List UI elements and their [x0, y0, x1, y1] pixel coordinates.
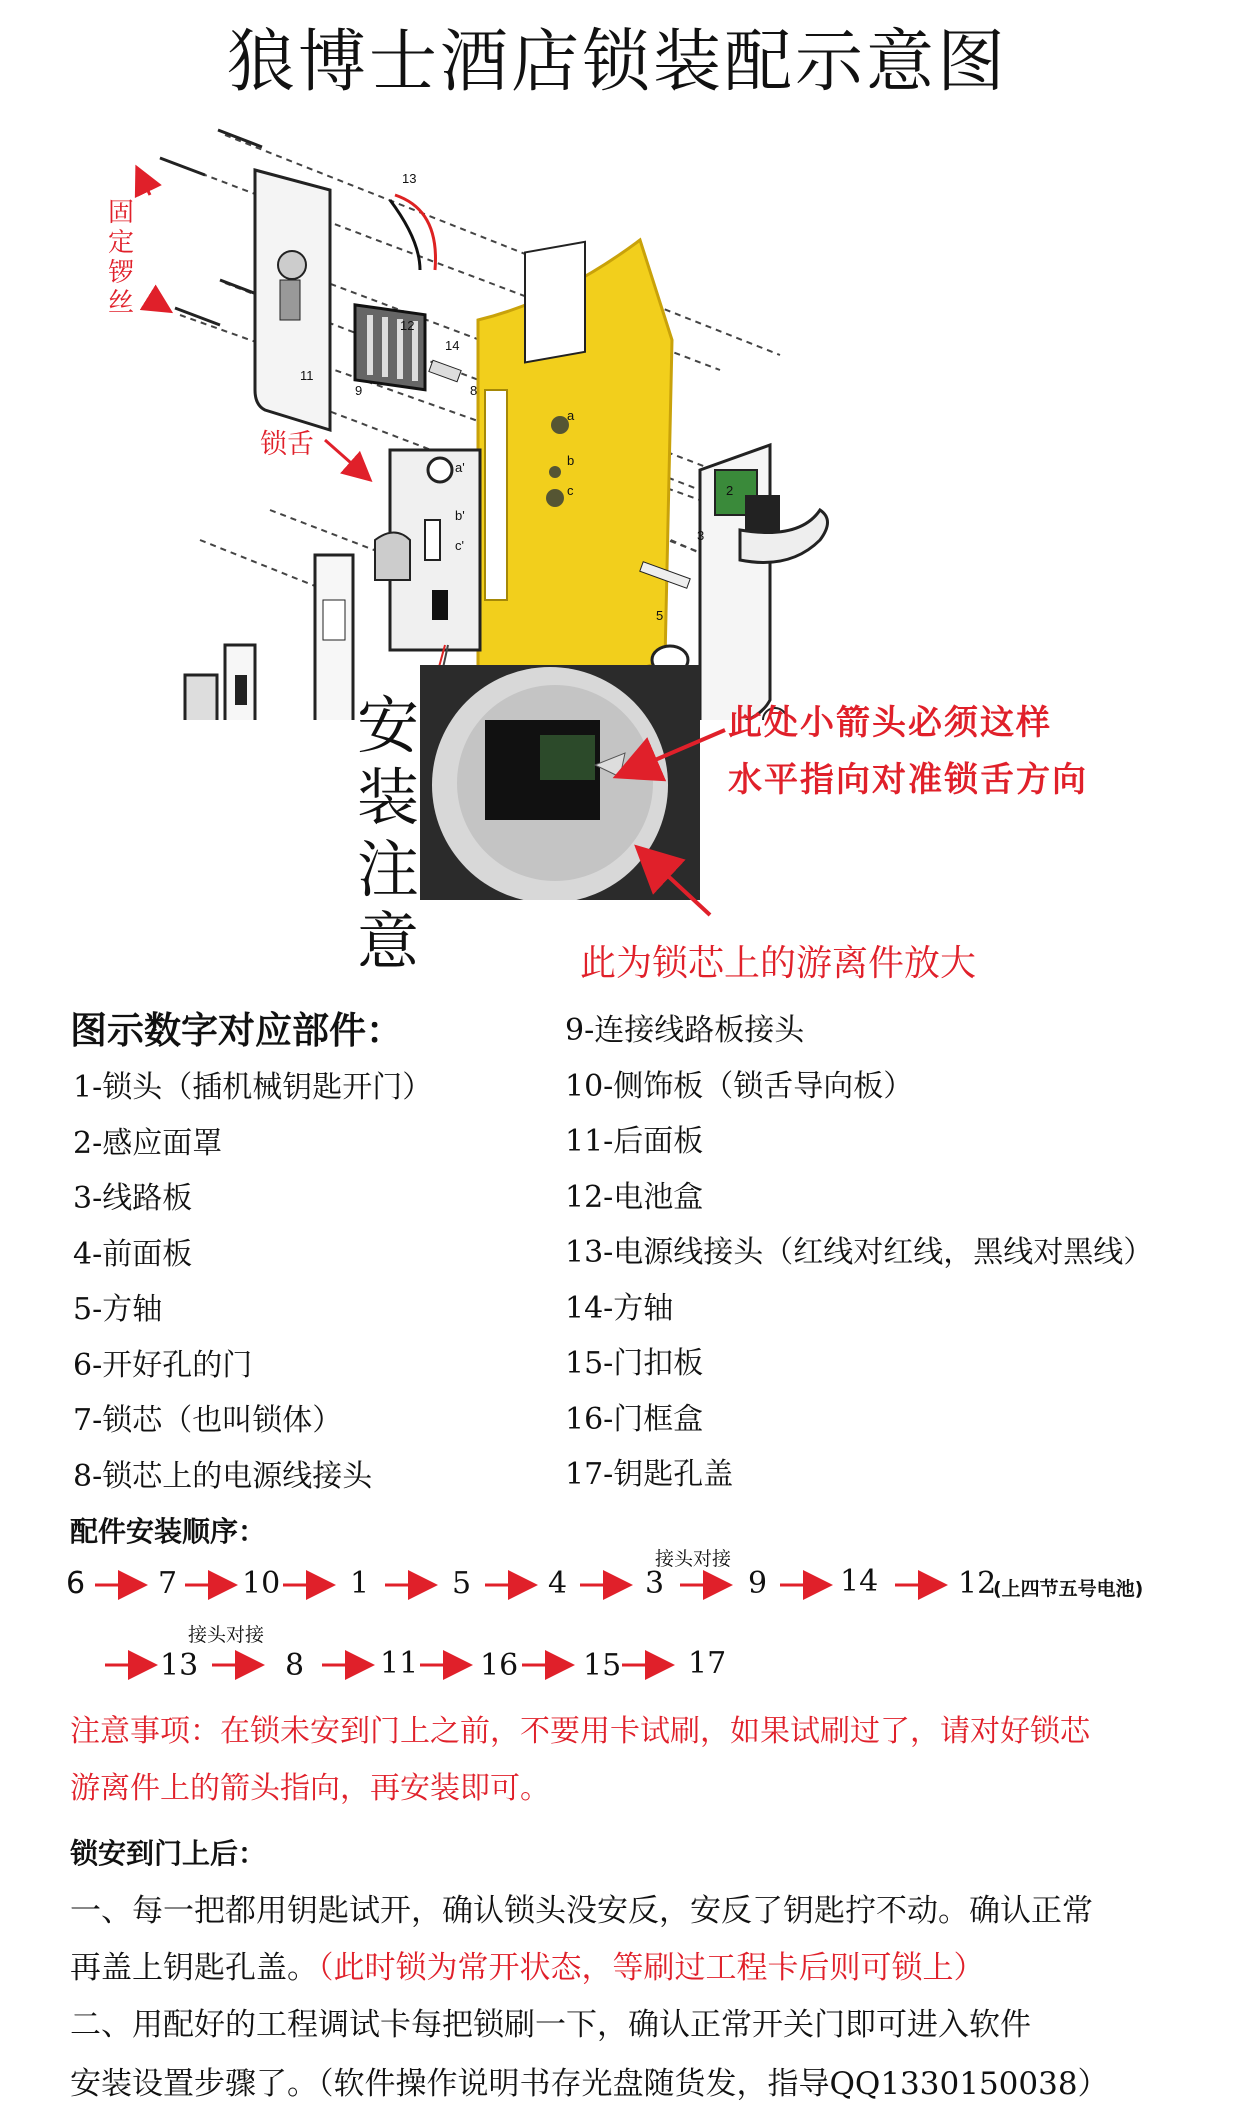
sequence-heading: 配件安装顺序： — [70, 1515, 267, 1548]
after-line3: 二、用配好的工程调试卡每把锁刷一下，确认正常开关门即可进入软件 — [70, 2007, 1031, 2043]
part-number-3: 3 — [697, 528, 705, 543]
part-item-11: 11-后面板 — [565, 1124, 704, 1159]
part-item-14: 14-方轴 — [565, 1290, 674, 1326]
part-item-1: 1-锁头（插机械钥匙开门） — [73, 1070, 433, 1105]
door-cutout — [525, 242, 585, 363]
part-number-5: 5 — [656, 608, 664, 623]
side-trim-slot — [323, 600, 345, 640]
sequence-step: 6 — [66, 1566, 86, 1601]
part-number-13: 13 — [402, 171, 417, 186]
part-number-a: a — [567, 408, 575, 423]
after-line4: 安装设置步骤了。（软件操作说明书存光盘随货发，指导QQ1330150038） — [70, 2066, 1109, 2102]
battery-red-wire — [395, 195, 436, 270]
part-number-8: 8 — [470, 383, 478, 398]
door-hole-c — [546, 489, 564, 507]
latch-label: 锁舌 — [260, 429, 314, 460]
door-mortise — [485, 390, 507, 600]
back-plate-spindle-hole — [278, 251, 306, 279]
after-line2-text: 再盖上钥匙孔盖。 — [70, 1950, 318, 1986]
screw-arrow-top — [138, 170, 150, 195]
page-title: 狼博士酒店锁装配示意图 — [226, 23, 1008, 102]
part-number-b: b — [567, 453, 575, 468]
part-number-c-prime: c' — [455, 538, 464, 553]
latch-arrow — [325, 440, 368, 478]
exploded-lock-diagram — [0, 100, 1235, 720]
part-number-2: 2 — [726, 483, 734, 498]
part-item-16: 16-门框盒 — [565, 1401, 704, 1437]
parts-heading: 图示数字对应部件： — [70, 1009, 403, 1052]
part-item-2: 2-感应面罩 — [73, 1125, 223, 1161]
sequence-step: 5 — [452, 1566, 472, 1601]
part-number-c: c — [567, 483, 574, 498]
after-line2-note: （此时锁为常开状态，等刷过工程卡后则可锁上） — [318, 1950, 985, 1986]
battery-note: (上四节五号电池) — [993, 1578, 1144, 1600]
screws-label-char: 定 — [107, 228, 134, 258]
install-note-char: 安 — [356, 689, 419, 762]
notice-line2: 游离件上的箭头指向，再安装即可。 — [70, 1771, 550, 1806]
spindle-14 — [429, 360, 461, 382]
after-line2 — [70, 1942, 985, 1987]
part-number-b-prime: b' — [455, 508, 465, 523]
sequence-step: 7 — [158, 1566, 178, 1601]
lock-body-spindle-hole — [425, 520, 440, 560]
part-item-6: 6-开好孔的门 — [73, 1347, 253, 1383]
parts-list-right — [565, 1003, 1153, 1503]
part-number-11: 11 — [300, 368, 314, 383]
connect-note-row1: 接头对接 — [655, 1548, 732, 1570]
lock-body-connector — [432, 590, 448, 620]
lock-body-cylinder-hole — [428, 458, 452, 482]
fixing-screws — [160, 130, 262, 325]
arrow-note-line2: 水平指向对准锁舌方向 — [728, 760, 1088, 800]
part-item-15: 15-门扣板 — [565, 1346, 704, 1381]
strike-plate-hole — [235, 675, 247, 705]
after-heading: 锁安到门上后： — [70, 1837, 267, 1870]
callout-arrows — [600, 700, 740, 930]
part-item-13: 13-电源线接头（红线对红线，黑线对黑线） — [565, 1235, 1154, 1270]
part-item-4: 4-前面板 — [73, 1236, 193, 1272]
arrow-note-line1: 此处小箭头必须这样 — [728, 703, 1052, 743]
screws-label-char: 丝 — [107, 288, 134, 318]
screws-label-char: 锣 — [107, 258, 134, 288]
parts-list-left — [73, 1060, 432, 1504]
install-note-label — [348, 690, 428, 978]
arrow-to-small-arrow — [620, 730, 725, 775]
sequence-step: 16 — [480, 1648, 519, 1683]
install-note-char: 装 — [356, 761, 419, 834]
sequence-step: 13 — [160, 1648, 199, 1683]
part-item-7: 7-锁芯（也叫锁体） — [73, 1403, 343, 1438]
sequence-step: 3 — [645, 1566, 665, 1601]
battery-black-wire — [390, 200, 420, 270]
install-note-char: 注 — [356, 833, 419, 906]
photo-board — [540, 735, 595, 780]
door-hole-b — [549, 466, 561, 478]
part-number-9: 9 — [355, 383, 363, 398]
sequence-step: 10 — [242, 1566, 281, 1601]
sequence-step: 1 — [350, 1566, 370, 1601]
part-item-5: 5-方轴 — [73, 1292, 163, 1327]
back-plate-handle — [280, 280, 300, 320]
magnify-note: 此为锁芯上的游离件放大 — [580, 943, 977, 984]
part-number-12: 12 — [400, 318, 415, 333]
part-number-14: 14 — [445, 338, 460, 353]
part-item-3: 3-线路板 — [73, 1181, 193, 1216]
latch-bolt — [375, 533, 410, 581]
notice-line1: 注意事项：在锁未安到门上之前，不要用卡试刷，如果试刷过了，请对好锁芯 — [70, 1714, 1090, 1749]
part-number-a-prime: a' — [455, 460, 465, 475]
part-item-8: 8-锁芯上的电源线接头 — [73, 1458, 373, 1494]
sequence-step: 8 — [285, 1648, 305, 1683]
part-item-10: 10-侧饰板（锁舌导向板） — [565, 1068, 914, 1104]
sequence-step: 14 — [840, 1564, 879, 1599]
door-frame-box — [185, 675, 217, 720]
screws-label-char: 固 — [107, 198, 134, 228]
part-item-9: 9-连接线路板接头 — [565, 1013, 805, 1048]
sequence-step: 17 — [688, 1646, 727, 1681]
after-line1: 一、每一把都用钥匙试开，确认锁头没安反，安反了钥匙拧不动。确认正常 — [70, 1893, 1093, 1929]
part-item-17: 17-钥匙孔盖 — [565, 1457, 734, 1492]
screw-arrow-bottom — [152, 300, 168, 310]
sequence-step: 9 — [748, 1566, 768, 1601]
sequence-step: 11 — [380, 1646, 419, 1681]
sequence-step: 12 — [958, 1566, 997, 1601]
screws-label — [106, 198, 136, 318]
connect-note-row2: 接头对接 — [188, 1624, 265, 1646]
install-note-char: 意 — [356, 905, 419, 978]
sequence-step: 15 — [583, 1648, 622, 1683]
part-item-12: 12-电池盒 — [565, 1179, 704, 1215]
arrow-to-part — [640, 850, 710, 915]
sequence-step: 4 — [548, 1566, 568, 1601]
sequence-steps — [0, 1548, 1235, 1690]
